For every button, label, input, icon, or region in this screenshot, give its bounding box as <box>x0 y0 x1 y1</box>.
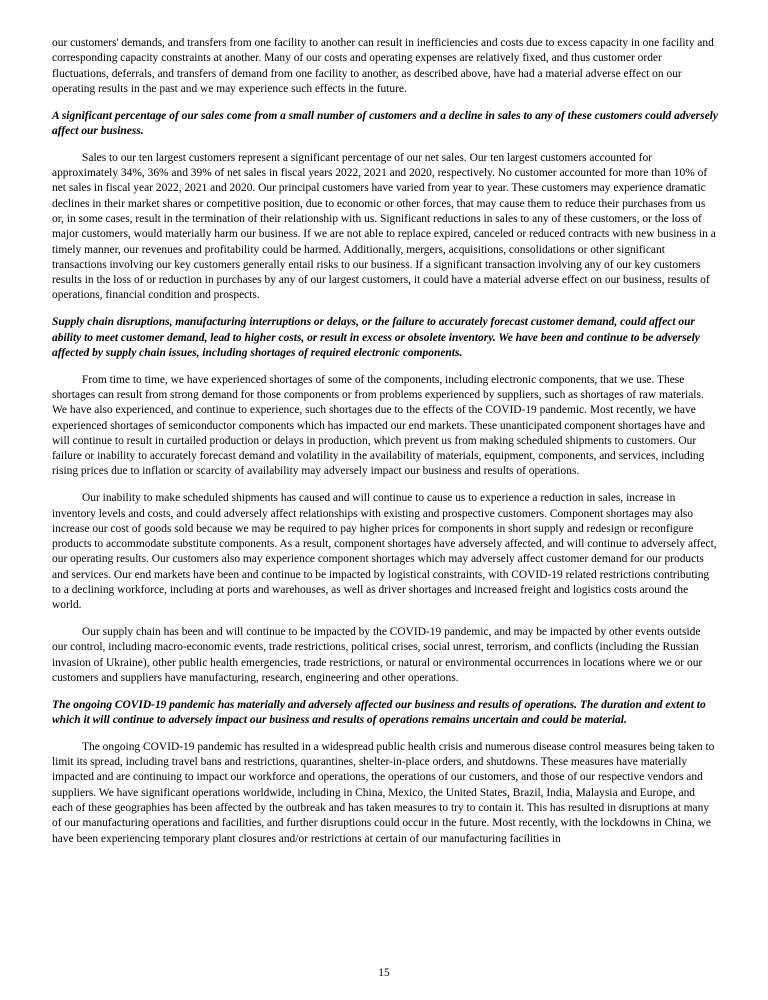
paragraph-supply-chain-events: Our supply chain has been and will continue to be impacted by the COVID-19 pandemic, and may be impacted by other events outside our control, including macro-economic events, trade restrictions, political crises, social unrest, terrorism, and conflicts (including the Russian invasion of Ukraine), other public health emergencies, trade restrictions, or natural or environmental occurrences in locations where we or our customers and suppliers have manufacturing, research, engineering and other operations. <box>52 626 703 684</box>
paragraph-covid-operations: The ongoing COVID-19 pandemic has resulted in a widespread public health crisis and numerous disease control measures being taken to limit its spread, including travel bans and restrictions, quarantines, shelter-in-place orders, and shutdowns. These measures have materially impacted and are continuing to impact our workforce and operations, the operations of our customers, and those of our respective vendors and suppliers. We have significant operations worldwide, including in China, Mexico, the United States, Brazil, India, Malaysia and Europe, and each of these geographies has been affected by the outbreak and has taken measures to try to contain it. This has resulted in disruptions at many of our manufacturing operations and facilities, and further disruptions could occur in the future. Most recently, with the lockdowns in China, we have been experiencing temporary plant closures and/or restrictions at certain of our manufacturing facilities in <box>52 740 715 845</box>
document-page <box>52 36 718 858</box>
heading-supply-chain: Supply chain disruptions, manufacturing interruptions or delays, or the failure to accurately forecast customer demand, could affect our ability to meet customer demand, lead to higher costs, or result in excess or obsolete inventory. We have been and continue to be adversely affected by supply chain issues, including shortages of required electronic components. <box>52 316 700 359</box>
heading-customer-concentration: A significant percentage of our sales come from a small number of customers and a decline in sales to any of these customers could adversely affect our business. <box>52 109 718 137</box>
heading-covid-impact: The ongoing COVID-19 pandemic has materially and adversely affected our business and results of operations. The duration and extent to which it will continue to adversely impact our business and results of operations remains uncertain and could be material. <box>52 698 706 727</box>
paragraph-component-shortages: From time to time, we have experienced shortages of some of the components, including electronic components, that we use. These shortages can result from strong demand for those components or from problems experienced by suppliers, such as shortages of raw materials. We have also experienced, and continue to experience, such shortages due to the effects of the COVID-19 pandemic. Most recently, we have experienced shortages of semiconductor components which has impacted our end markets. These unanticipated component shortages have and will continue to result in curtailed production or delays in production, which prevent us from making scheduled shipments to customers. Our failure or inability to accurately forecast demand and volatility in the availability of materials, equipment, components, and services, including rising prices due to inflation or scarcity of availability may adversely impact our business and results of operations. <box>52 373 706 478</box>
paragraph-facility-transfers: our customers' demands, and transfers from one facility to another can result in inefficiencies and costs due to excess capacity in one facility and corresponding capacity constraints at another. Many of our costs and operating expenses are relatively fixed, and thus customer order fluctuations, deferrals, and transfers of demand from one facility to another, as described above, have had a material adverse effect on our operating results in the past and we may experience such effects in the future. <box>52 37 714 95</box>
paragraph-largest-customers: Sales to our ten largest customers represent a significant percentage of our net sales. Our ten largest customers accounted for approximately 34%, 36% and 39% of net sales in fiscal years 2022, 2021 and 2020, respectively. No customer accounted for more than 10% of net sales in fiscal year 2022, 2021 and 2020. Our principal customers have varied from year to year. These customers may experience dramatic declines in their market shares or competitive position, due to economic or other forces, that may cause them to reduce their purchases from us or, in some cases, result in the termination of their relationship with us. Significant reductions in sales to any of these customers, or the loss of major customers, would materially harm our business. If we are not able to replace expired, canceled or reduced contracts with new business in a timely manner, our revenues and profitability could be harmed. Additionally, mergers, acquisitions, consolidations or other significant transactions involving our key customers generally entail risks to our business. If a significant transaction involving any of our key customers results in the loss of or reduction in purchases by any of our largest customers, it could have a material adverse effect on our business, results of operations, financial condition and prospects. <box>52 151 716 302</box>
page-number: 15 <box>378 967 390 979</box>
paragraph-shipment-inability: Our inability to make scheduled shipments has caused and will continue to cause us to experience a reduction in sales, increase in inventory levels and costs, and could adversely affect relationships with existing and prospective customers. Component shortages may also increase our cost of goods sold because we may be required to pay higher prices for components in short supply and redesign or reconfigure products to accommodate substitute components. As a result, component shortages have adversely affected, and will continue to adversely affect, our operating results. Our customers also may experience component shortages which may adversely affect customer demand for our products and services. Our end markets have been and continue to be impacted by logistical constraints, with COVID-19 related restrictions contributing to a declining workforce, including at ports and warehouses, as well as driver shortages and increased freight and logistics costs around the world. <box>52 492 717 612</box>
